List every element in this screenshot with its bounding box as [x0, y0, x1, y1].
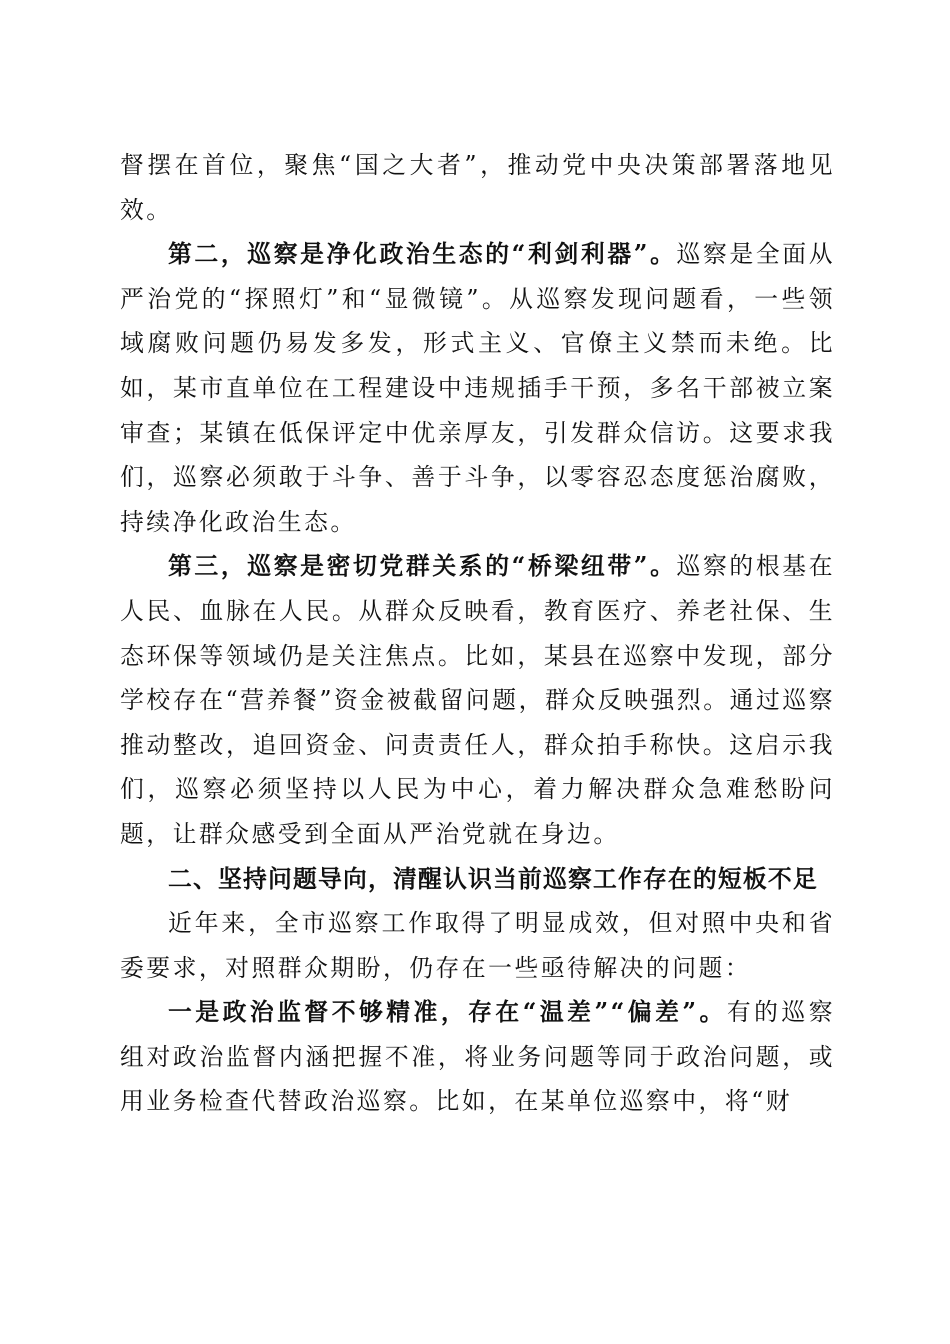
paragraph-lead: 第二，巡察是净化政治生态的“利剑利器”。: [168, 240, 677, 269]
paragraph-text: 巡察的根基在人民、血脉在人民。从群众反映看，教育医疗、养老社保、生态环保等领域仍是关注焦点。比如，某县在巡察中发现，部分学校存在“营养餐”资金被截留问题，群众反映强烈。通过巡察推动整改，追回资金、问责责任人，群众拍手称快。这启示我们，巡察必须坚持以人民为中心，着力解决群众急难愁盼问题，让群众感受到全面从严治党就在身边。: [120, 552, 836, 848]
paragraph-lead: 一是政治监督不够精准，存在“温差”“偏差”。: [168, 998, 727, 1027]
paragraph-lead: 第三，巡察是密切党群关系的“桥梁纽带”。: [168, 552, 677, 581]
paragraph-third-point: [120, 544, 835, 856]
paragraph-intro: [120, 901, 835, 990]
paragraph-text: 有的巡察组对政治监督内涵把握不准，将业务问题等同于政治问题，或用业务检查代替政治巡察。比如，在某单位巡察中，将“财: [120, 998, 835, 1116]
section-heading-text: 二、坚持问题导向，清醒认识当前巡察工作存在的短板不足: [168, 864, 818, 893]
paragraph-continuation: [120, 143, 835, 232]
section-heading: [120, 857, 835, 902]
paragraph-text: 巡察是全面从严治党的“探照灯”和“显微镜”。从巡察发现问题看，一些领域腐败问题仍易发多发，形式主义、官僚主义禁而未绝。比如，某市直单位在工程建设中违规插手干预，多名干部被立案审查；某镇在低保评定中优亲厚友，引发群众信访。这要求我们，巡察必须敢于斗争、善于斗争，以零容忍态度惩治腐败，持续净化政治生态。: [120, 240, 836, 536]
paragraph-second-point: [120, 232, 835, 544]
paragraph-text: 近年来，全市巡察工作取得了明显成效，但对照中央和省委要求，对照群众期盼，仍存在一些亟待解决的问题：: [120, 909, 835, 982]
paragraph-first-issue: [120, 990, 835, 1124]
paragraph-text: 督摆在首位，聚焦“国之大者”，推动党中央决策部署落地见效。: [120, 151, 835, 224]
document-body: [120, 143, 835, 1124]
